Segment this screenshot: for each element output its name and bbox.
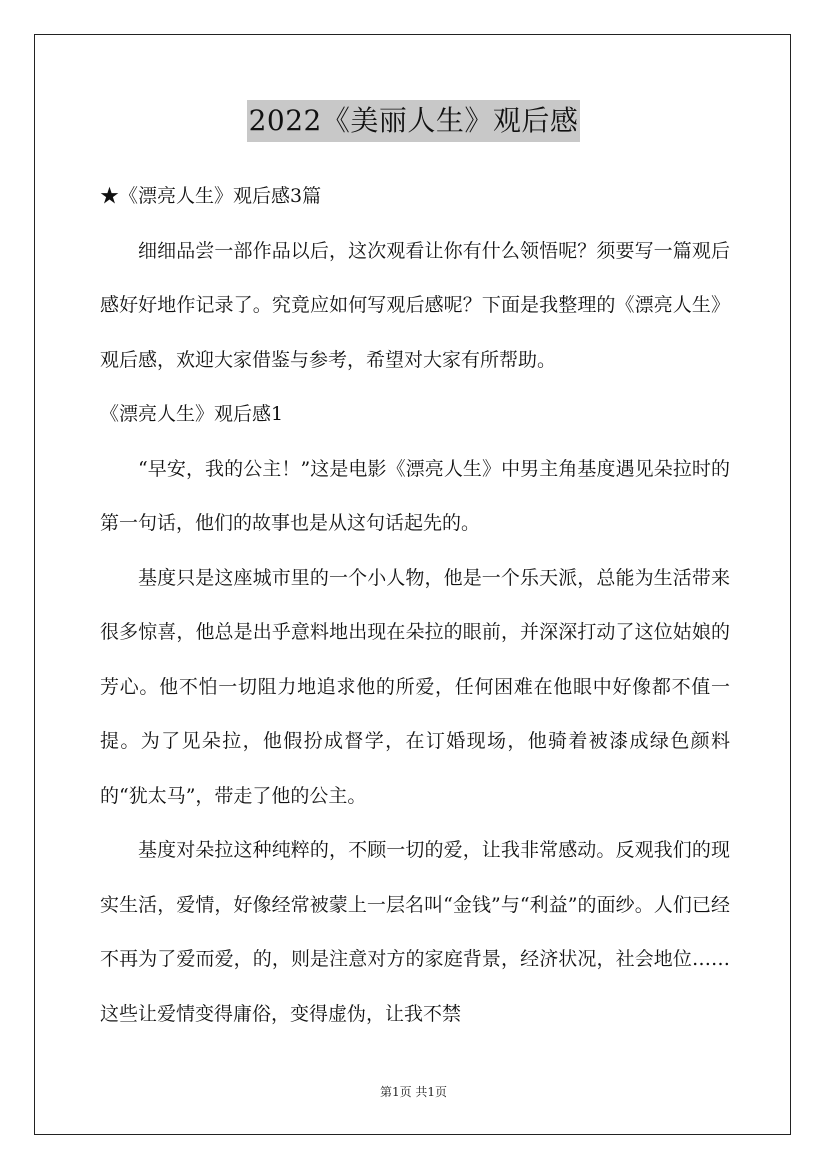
page-footer: 第1页 共1页	[379, 1085, 448, 1099]
paragraph: 细细品尝一部作品以后，这次观看让你有什么领悟呢？须要写一篇观后感好好地作记录了。究竟应如何写观后感呢？下面是我整理的《漂亮人生》观后感，欢迎大家借鉴与参考，希望对大家有所帮助。	[100, 239, 730, 371]
paragraph-subheading: 《漂亮人生》观后感1	[100, 403, 284, 425]
paragraph: 基度只是这座城市里的一个小人物，他是一个乐天派，总能为生活带来很多惊喜，他总是出乎意料地出现在朵拉的眼前，并深深打动了这位姑娘的芳心。他不怕一切阻力地追求他的所爱，任何困难在他眼中好像都不值一提。为了见朵拉，他假扮成督学，在订婚现场，他骑着被漆成绿色颜料的“犹太马”，带走了他的公主。	[100, 566, 730, 807]
paragraph: 基度对朵拉这种纯粹的，不顾一切的爱，让我非常感动。反观我们的现实生活，爱情，好像经常被蒙上一层名叫“金钱”与“利益”的面纱。人们已经不再为了爱而爱，的，则是注意对方的家庭背景，经济状况，社会地位……这些让爱情变得庸俗，变得虚伪，让我不禁	[100, 839, 730, 1025]
document-title-block	[0, 100, 827, 142]
document-title: 2022《美丽人生》观后感	[247, 100, 581, 142]
paragraph: “早安，我的公主！”这是电影《漂亮人生》中男主角基度遇见朵拉时的第一句话，他们的故事也是从这句话起先的。	[100, 457, 730, 534]
paragraph-heading: ★《漂亮人生》观后感3篇	[100, 185, 322, 207]
document-body	[100, 169, 730, 1041]
